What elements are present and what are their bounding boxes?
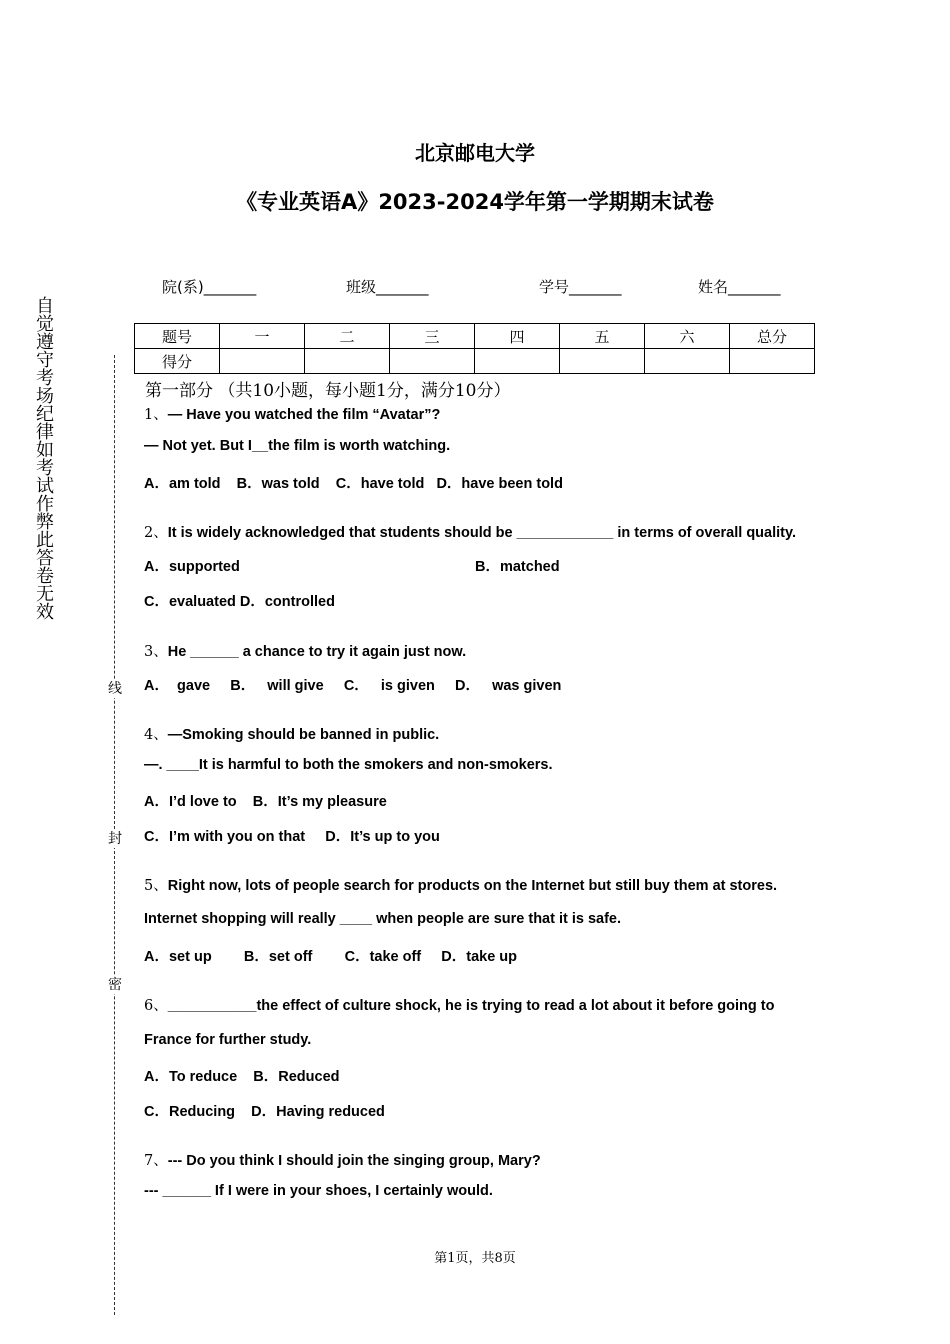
- table-cell: 总分: [730, 324, 815, 349]
- score-input-cell[interactable]: [220, 349, 305, 374]
- exam-discipline-notice: 自觉遵守考场纪律如考试作弊此答卷无效: [33, 296, 54, 620]
- question-1-line: — Not yet. But I__the film is worth watching.: [144, 438, 451, 454]
- section-heading: 第一部分 （共10小题，每小题1分，满分10分）: [145, 381, 511, 401]
- question-number: 5、: [144, 878, 168, 894]
- question-text: —Smoking should be banned in public.: [167, 727, 440, 743]
- question-7-stem: [144, 1149, 541, 1170]
- question-7-line: --- ______ If I were in your shoes, I certainly would.: [144, 1183, 493, 1199]
- question-number: 6、: [144, 998, 168, 1014]
- score-input-cell[interactable]: [645, 349, 730, 374]
- question-text: --- Do you think I should join the singing group, Mary?: [167, 1153, 541, 1169]
- table-cell: 五: [560, 324, 645, 349]
- question-4-line: —. ____It is harmful to both the smokers and non-smokers.: [144, 757, 553, 773]
- question-5-stem: [144, 874, 777, 895]
- question-1-stem: [144, 403, 440, 424]
- table-cell: 六: [645, 324, 730, 349]
- cut-mark-seal: 封: [108, 831, 122, 847]
- question-5-line: Internet shopping will really ____ when people are sure that it is safe.: [144, 911, 622, 927]
- question-number: 2、: [144, 525, 168, 541]
- question-text: He ______ a chance to try it again just now.: [167, 644, 467, 660]
- department-field[interactable]: 院(系)_______: [162, 278, 257, 296]
- question-6-stem: [144, 994, 774, 1015]
- question-6-line: France for further study.: [144, 1032, 312, 1048]
- question-1-options: A．am told B．was told C．have told D．have been told: [144, 476, 563, 492]
- question-5-options: A．set up B．set off C．take off D．take up: [144, 949, 518, 965]
- question-2-stem: [144, 521, 796, 542]
- question-4-options: C．I’m with you on that D．It’s up to you: [144, 829, 440, 845]
- score-table-header-row: [135, 324, 815, 349]
- name-field[interactable]: 姓名_______: [698, 278, 781, 296]
- exam-title: 《专业英语A》2023-2024学年第一学期期末试卷: [236, 190, 714, 214]
- question-3-stem: [144, 640, 466, 661]
- score-table: [134, 323, 815, 374]
- question-2-option-a: A．supported: [144, 559, 240, 575]
- question-number: 7、: [144, 1153, 168, 1169]
- university-name: 北京邮电大学: [415, 141, 535, 165]
- table-cell: 四: [475, 324, 560, 349]
- table-cell: 得分: [135, 349, 220, 374]
- question-text: — Have you watched the film “Avatar”?: [167, 407, 441, 423]
- table-cell: 一: [220, 324, 305, 349]
- score-input-cell[interactable]: [730, 349, 815, 374]
- question-2-option-b: B．matched: [475, 559, 560, 575]
- cut-mark-secret: 密: [108, 977, 122, 993]
- question-text: ___________the effect of culture shock, he is trying to read a lot about it before going to: [167, 998, 775, 1014]
- question-2-options: C．evaluated D．controlled: [144, 594, 335, 610]
- question-number: 1、: [144, 407, 168, 423]
- table-cell: 题号: [135, 324, 220, 349]
- score-input-cell[interactable]: [560, 349, 645, 374]
- question-text: Right now, lots of people search for products on the Internet but still buy them at stores.: [167, 878, 778, 894]
- question-6-options: A．To reduce B．Reduced: [144, 1069, 340, 1085]
- table-cell: 三: [390, 324, 475, 349]
- question-text: It is widely acknowledged that students should be ____________ in terms of overall quality.: [167, 525, 796, 541]
- score-table-score-row: [135, 349, 815, 374]
- student-id-field[interactable]: 学号_______: [539, 278, 622, 296]
- question-4-options: A．I’d love to B．It’s my pleasure: [144, 794, 387, 810]
- score-input-cell[interactable]: [390, 349, 475, 374]
- question-number: 4、: [144, 727, 168, 743]
- class-field[interactable]: 班级_______: [346, 278, 429, 296]
- table-cell: 二: [305, 324, 390, 349]
- score-input-cell[interactable]: [305, 349, 390, 374]
- page-number: 第1页，共8页: [434, 1251, 516, 1266]
- score-input-cell[interactable]: [475, 349, 560, 374]
- cut-mark-line: 线: [108, 681, 122, 697]
- question-number: 3、: [144, 644, 168, 660]
- question-3-options: A． gave B． will give C． is given D． was given: [144, 678, 562, 694]
- question-4-stem: [144, 723, 439, 744]
- question-6-options: C．Reducing D．Having reduced: [144, 1104, 385, 1120]
